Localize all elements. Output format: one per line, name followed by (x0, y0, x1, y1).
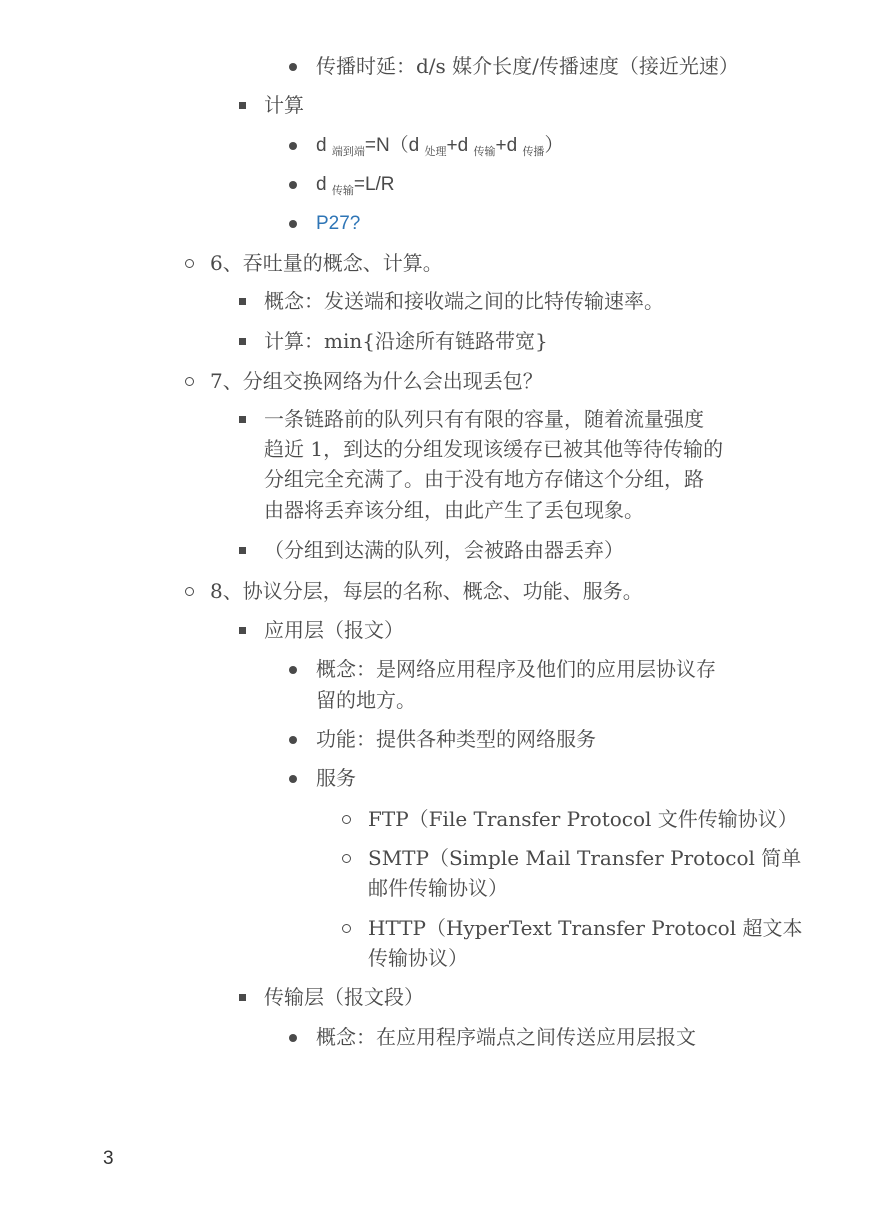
formula-subscript: 传播 (522, 146, 545, 158)
list-item: 计算：min{沿途所有链路带宽} (264, 329, 548, 353)
list-item: 传输层（报文段） (264, 985, 424, 1009)
paragraph-line: 留的地方。 (316, 688, 416, 712)
list-item: （分组到达满的队列，会被路由器丢弃） (264, 538, 624, 562)
list-item: 计算 (264, 93, 304, 117)
square-bullet (239, 994, 246, 1001)
list-item: 功能：提供各种类型的网络服务 (316, 727, 596, 751)
disc-bullet (289, 142, 297, 150)
square-bullet (239, 102, 246, 109)
disc-bullet (289, 63, 297, 71)
list-item: 概念：在应用程序端点之间传送应用层报文 (316, 1025, 696, 1049)
list-item: 概念：发送端和接收端之间的比特传输速率。 (264, 289, 664, 313)
list-item: 6、吞吐量的概念、计算。 (210, 251, 443, 275)
formula-transmission-delay (316, 170, 395, 202)
disc-bullet (289, 736, 297, 744)
square-bullet (239, 416, 246, 423)
circle-bullet (342, 854, 351, 863)
circle-bullet (342, 815, 351, 824)
paragraph-line: 邮件传输协议） (368, 876, 508, 900)
square-bullet (239, 338, 246, 345)
disc-bullet (289, 666, 297, 674)
square-bullet (239, 627, 246, 634)
list-item: 7、分组交换网络为什么会出现丢包？ (210, 369, 543, 393)
circle-bullet (185, 259, 194, 268)
circle-bullet (185, 587, 194, 596)
square-bullet (239, 298, 246, 305)
page-reference-link[interactable]: P27? (316, 213, 361, 234)
formula-end-to-end-delay (316, 131, 563, 163)
formula-subscript: 传输 (473, 146, 496, 158)
disc-bullet (289, 220, 297, 228)
list-item: 应用层（报文） (264, 618, 404, 642)
formula-part: =N（d (364, 135, 425, 156)
square-bullet (239, 547, 246, 554)
paragraph-line: 由器将丢弃该分组，由此产生了丢包现象。 (264, 498, 644, 522)
paragraph-line: 趋近 1，到达的分组发现该缓存已被其他等待传输的 (264, 437, 724, 461)
disc-bullet (289, 1034, 297, 1042)
list-item: FTP（File Transfer Protocol 文件传输协议） (368, 807, 798, 831)
formula-part: d (316, 174, 332, 195)
paragraph-line: SMTP（Simple Mail Transfer Protocol 简单 (368, 846, 802, 870)
formula-part: +d (446, 135, 474, 156)
paragraph-line: 传输协议） (368, 946, 468, 970)
circle-bullet (342, 924, 351, 933)
paragraph-line: 概念：是网络应用程序及他们的应用层协议存 (316, 657, 716, 681)
formula-subscript: 处理 (424, 146, 447, 158)
page-number: 3 (103, 1148, 114, 1169)
formula-part: +d (495, 135, 523, 156)
formula-part: =L/R (353, 174, 395, 195)
paragraph-line: HTTP（HyperText Transfer Protocol 超文本 (368, 916, 803, 940)
list-item: 服务 (316, 766, 356, 790)
disc-bullet (289, 775, 297, 783)
paragraph-line: 分组完全充满了。由于没有地方存储这个分组，路 (264, 467, 704, 491)
formula-subscript: 传输 (331, 185, 354, 197)
formula-part: d (316, 135, 332, 156)
disc-bullet (289, 181, 297, 189)
list-item: 8、协议分层，每层的名称、概念、功能、服务。 (210, 579, 643, 603)
paragraph-line: 一条链路前的队列只有有限的容量，随着流量强度 (264, 407, 704, 431)
formula-part: ） (544, 135, 564, 156)
formula-subscript: 端到端 (331, 146, 365, 158)
list-item: 传播时延：d/s 媒介长度/传播速度（接近光速） (316, 54, 739, 78)
circle-bullet (185, 377, 194, 386)
